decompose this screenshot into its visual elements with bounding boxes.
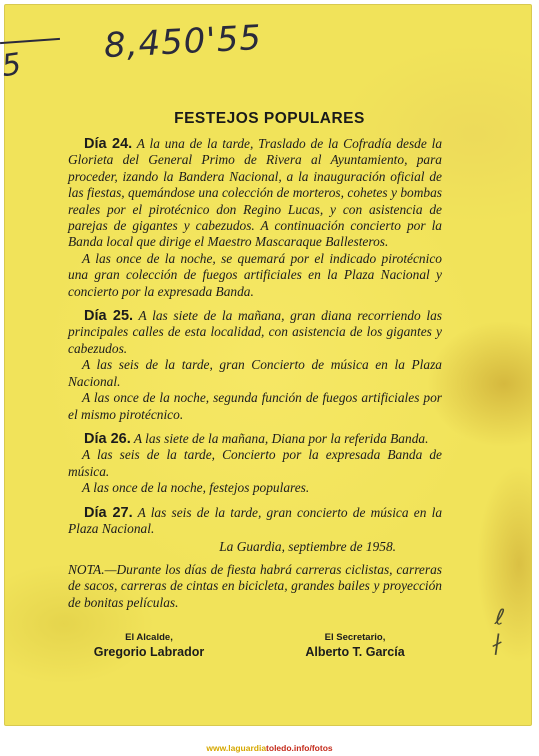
day-26-event: A las seis de la tarde, Concierto por la expresada Banda de música. [68,447,442,479]
source-watermark [0,743,539,753]
day-25-text: A las siete de la mañana, gran diana recorriendo las principales calles de esta localidad, con asistencia de los gigantes y cabezudos. [68,308,442,356]
handwritten-margin-scribble: ℓ ∤ [489,604,506,657]
handwritten-number: 8,450'55 [103,17,263,67]
day-24-label: Día 24. [84,136,133,152]
document-title: FESTEJOS POPULARES [174,110,365,127]
day-25-label: Día 25. [84,308,134,325]
signature-name: Gregorio Labrador [93,645,205,659]
signature-mayor [82,632,216,659]
day-26-label: Día 26. [84,430,131,447]
day-26-event: A las once de la noche, festejos populares. [82,480,310,496]
day-26-text: A las siete de la mañana, Diana por la referida Banda. [133,430,429,446]
day-27-label: Día 27. [84,504,133,521]
day-24-lead [68,136,442,251]
nota-text: NOTA.—Durante los días de fiesta habrá carreras ciclistas, carreras de sacos, carreras de cintas en bicicleta, grandes bailes y proyección de bonitas películas. [68,561,442,610]
day-26-lead [68,431,442,447]
day-25-lead [68,308,442,357]
signature-name: Alberto T. García [305,645,405,659]
handwritten-mark: 5 [0,46,25,85]
signature-role: El Alcalde, [125,632,173,643]
day-24-text: A la una de la tarde, Traslado de la Cofradía desde la Glorieta del General Primo de Rivera al Ayuntamiento, para proceder, izando la Bandera Nacional, a la inauguración oficial de las fiestas, quemándose una colección de morteros, cohetes y bombas reales por el pirotécnico don Regino Lucas, y con asistencia de parejas de gigantes y cabezudos. A continuación concierto por la Banda local que dirige el Maestro Mascaraque Ballesteros. [68,136,443,250]
day-25-event: A las once de la noche, segunda función de fuegos artificiales por el mismo pirotécnico. [68,390,442,422]
day-25-event: A las seis de la tarde, gran Concierto de música en la Plaza Nacional. [68,357,442,389]
watermark-part: www.laguardia [206,743,267,753]
program-body [68,136,442,611]
signature-secretary [292,632,418,659]
day-27-text: A las seis de la tarde, gran concierto de música en la Plaza Nacional. [68,504,443,536]
day-24-event: A las once de la noche, se quemará por el indicado pirotécnico una gran colección de fuegos artificiales en la Plaza Nacional y concierto por la expresada Banda. [68,250,442,299]
date-line: La Guardia, septiembre de 1958. [219,539,396,555]
watermark-part: toledo.info/fotos [266,743,333,753]
signature-role: El Secretario, [324,632,386,643]
day-27-lead [68,505,442,538]
